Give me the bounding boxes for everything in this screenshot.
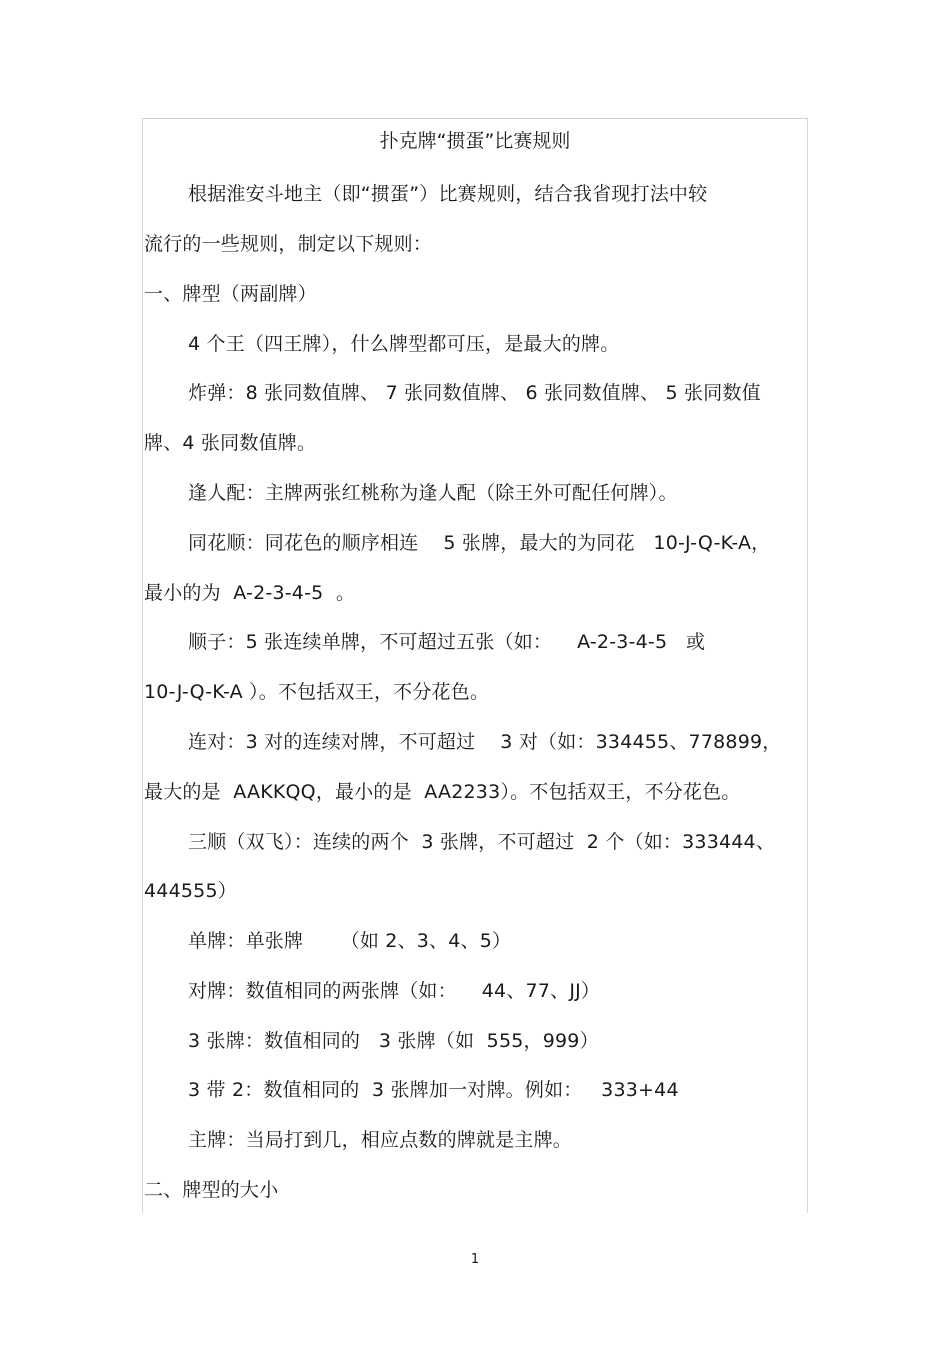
rule-wild-card: 逢人配：主牌两张红桃称为逢人配（除王外可配任何牌）。 — [188, 482, 678, 504]
rule-pairs-line-2: 最大的是 AAKKQQ，最小的是 AA2233）。不包括双王，不分花色。 — [144, 781, 741, 803]
rule-pairs-line-1: 连对：3 对的连续对牌，不可超过 3 对（如：334455、778899， — [188, 731, 782, 753]
rule-four-kings: 4 个王（四王牌），什么牌型都可压，是最大的牌。 — [188, 333, 620, 355]
rule-straight-flush-line-1: 同花顺：同花色的顺序相连 5 张牌，最大的为同花 10-J-Q-K-A， — [188, 532, 771, 554]
intro-line-1: 根据淮安斗地主（即“掼蛋”）比赛规则，结合我省现打法中较 — [188, 183, 708, 205]
rule-three-cards: 3 张牌：数值相同的 3 张牌（如 555，999） — [188, 1030, 599, 1052]
rule-bomb-line-2: 牌、4 张同数值牌。 — [144, 432, 317, 454]
section2-heading: 二、牌型的大小 — [144, 1179, 279, 1201]
rule-bomb-line-1: 炸弹：8 张同数值牌、 7 张同数值牌、 6 张同数值牌、 5 张同数值 — [188, 382, 761, 404]
rule-triples-line-2: 444555） — [144, 880, 237, 902]
rule-straight-line-2: 10-J-Q-K-A ）。不包括双王，不分花色。 — [144, 681, 490, 703]
rule-three-with-two: 3 带 2：数值相同的 3 张牌加一对牌。例如： 333+44 — [188, 1079, 679, 1101]
rule-straight-flush-line-2: 最小的为 A-2-3-4-5 。 — [144, 582, 356, 604]
rule-straight-line-1: 顺子：5 张连续单牌，不可超过五张（如： A-2-3-4-5 或 — [188, 631, 706, 653]
rule-single: 单牌：单张牌 （如 2、3、4、5） — [188, 930, 512, 952]
document-title: 扑克牌“掼蛋”比赛规则 — [379, 130, 571, 152]
rule-trump-card: 主牌：当局打到几，相应点数的牌就是主牌。 — [188, 1129, 573, 1151]
intro-line-2: 流行的一些规则，制定以下规则： — [144, 233, 433, 255]
rule-pair: 对牌：数值相同的两张牌（如： 44、77、JJ） — [188, 980, 601, 1002]
rule-triples-line-1: 三顺（双飞）：连续的两个 3 张牌，不可超过 2 个（如：333444、 — [188, 831, 776, 853]
section1-heading: 一、牌型（两副牌） — [144, 283, 317, 305]
page-number: 1 — [470, 1252, 480, 1267]
